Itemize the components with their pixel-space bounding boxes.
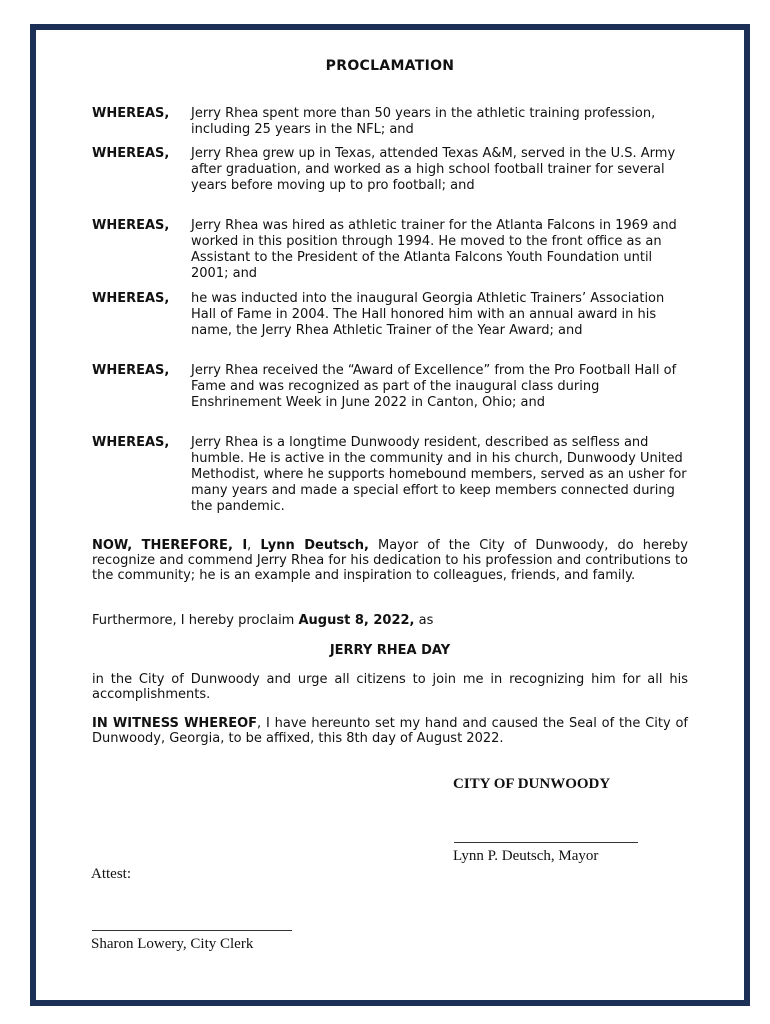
furthermore-paragraph <box>92 613 688 628</box>
now-therefore-text: Mayor of the City of Dunwoody, do hereby recognize and commend Jerry Rhea for his dedication to his profession and contributions to the community; he is an example and inspiration to colleagues, friends, and family. <box>92 538 688 583</box>
whereas-text: Jerry Rhea is a longtime Dunwoody resident, described as selfless and humble. He is active in the community and in his church, Dunwoody United Methodist, where he supports homebound members, served as an usher for many years and made a special effort to keep members connected during the pandemic. <box>191 435 687 514</box>
day-title: JERRY RHEA DAY <box>329 643 451 658</box>
witness-lead: IN WITNESS WHEREOF <box>92 716 258 731</box>
whereas-text: Jerry Rhea received the “Award of Excellence” from the Pro Football Hall of Fame and was recognized as part of the inaugural class during Enshrinement Week in June 2022 in Canton, Ohio; and <box>191 363 677 410</box>
whereas-clause <box>92 435 692 515</box>
whereas-text: he was inducted into the inaugural Georgia Athletic Trainers’ Association Hall of Fame in 2004. The Hall honored him with an annual award in his name, the Jerry Rhea Athletic Trainer of the Year Award; and <box>191 291 665 338</box>
mayor-signature-line <box>454 842 638 843</box>
urge-paragraph: in the City of Dunwoody and urge all citizens to join me in recognizing him for all his accomplishments. <box>92 672 688 702</box>
witness-text: , I have hereunto set my hand and caused the Seal of the City of Dunwoody, Georgia, to be affixed, this 8th day of August 2022. <box>92 716 688 746</box>
whereas-label: WHEREAS, <box>92 363 170 378</box>
whereas-text: Jerry Rhea was hired as athletic trainer for the Atlanta Falcons in 1969 and worked in this position through 1994. He moved to the front office as an Assistant to the President of the Atlanta Falcons Youth Foundation until 2001; and <box>191 218 677 281</box>
mayor-signature-name: Lynn P. Deutsch, Mayor <box>453 848 599 864</box>
now-therefore-comma: , <box>247 538 261 553</box>
whereas-label: WHEREAS, <box>92 435 170 450</box>
whereas-clause <box>92 146 692 194</box>
proclamation-document <box>36 30 744 1000</box>
witness-paragraph <box>92 716 688 746</box>
whereas-clause <box>92 291 692 339</box>
whereas-label: WHEREAS, <box>92 146 170 161</box>
attest-label: Attest: <box>91 866 131 882</box>
whereas-label: WHEREAS, <box>92 291 170 306</box>
now-therefore-paragraph <box>92 538 688 583</box>
whereas-clause <box>92 218 692 282</box>
whereas-label: WHEREAS, <box>92 218 170 233</box>
whereas-text: Jerry Rhea grew up in Texas, attended Texas A&M, served in the U.S. Army after graduation, and worked as a high school football trainer for several years before moving up to pro football; and <box>191 146 676 193</box>
now-therefore-lead: NOW, THEREFORE, I <box>92 538 248 553</box>
whereas-label: WHEREAS, <box>92 106 170 121</box>
furthermore-tail: as <box>414 613 434 628</box>
whereas-text: Jerry Rhea spent more than 50 years in the athletic training profession, including 25 years in the NFL; and <box>191 106 656 137</box>
clerk-signature-line <box>92 930 292 931</box>
city-name: CITY OF DUNWOODY <box>453 776 611 792</box>
clerk-signature-name: Sharon Lowery, City Clerk <box>91 936 254 952</box>
whereas-clause <box>92 106 692 138</box>
furthermore-text: Furthermore, I hereby proclaim <box>92 613 299 628</box>
document-title: PROCLAMATION <box>325 58 455 74</box>
document-border <box>30 24 750 1006</box>
mayor-name: Lynn Deutsch, <box>260 538 369 553</box>
whereas-clause <box>92 363 692 411</box>
proclaim-date: August 8, 2022, <box>298 613 415 628</box>
